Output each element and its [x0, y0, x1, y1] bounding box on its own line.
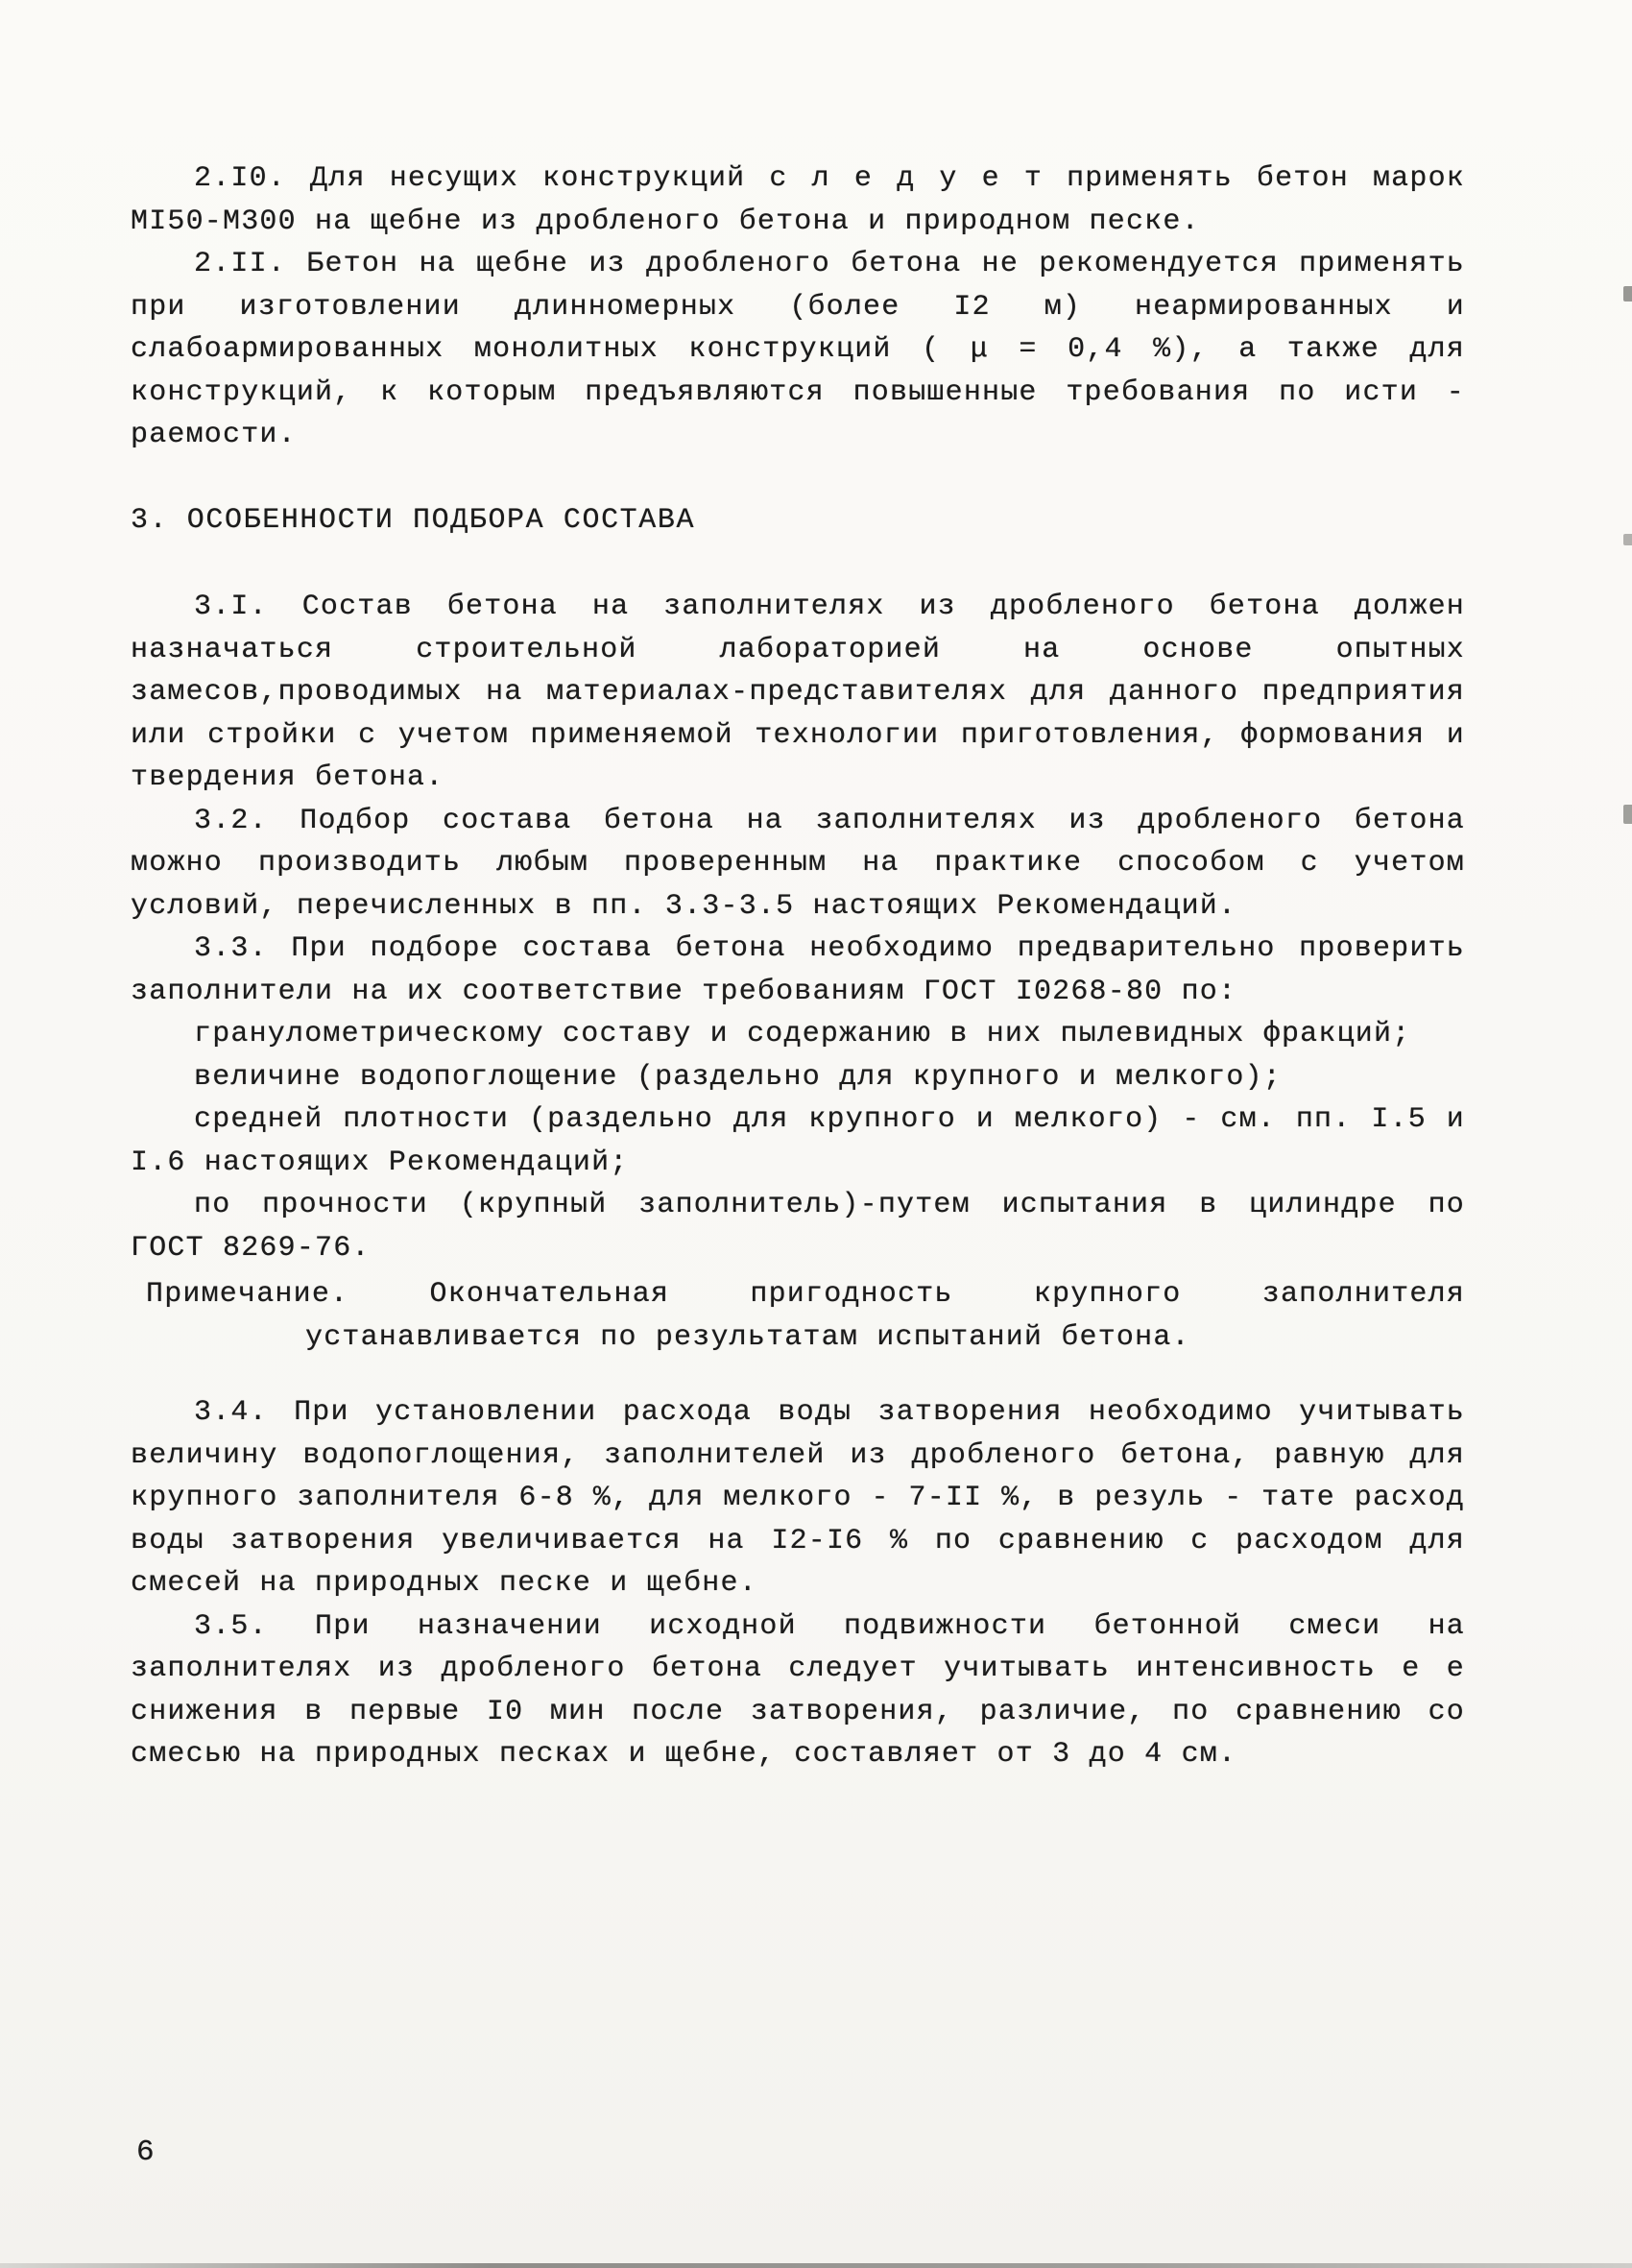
paragraph-2-11: 2.II. Бетон на щебне из дробленого бетона не рекомендуется применять при изготовлении длинномерных (более I2 м) неармированных и слабоармированных монолитных конструкций ( μ = 0,4 %), а также для конструкций, к которым предъявляются повышенные требования по исти - раемости. — [131, 248, 1465, 451]
paragraph-3-3-item-2: величине водопоглощение (раздельно для крупного и мелкого); — [194, 1060, 1282, 1094]
scan-artifact — [1623, 534, 1632, 545]
paragraph-3-5: 3.5. При назначении исходной подвижности бетонной смеси на заполнителях из дробленого бетона следует учитывать интенсивность е е снижения в первые I0 мин после затворения, различие, по сравнению со смесью на природных песках и щебне, составляет от 3 до 4 см. — [131, 1609, 1465, 1771]
section-heading-3: 3. ОСОБЕННОСТИ ПОДБОРА СОСТАВА — [131, 503, 696, 537]
paragraph-3-1: 3.I. Состав бетона на заполнителях из дробленого бетона должен назначаться строительной лабораторией на основе опытных замесов,проводимых на материалах-представителях для данного предприятия или стройки с учетом применяемой технологии приготовления, формования и твердения бетона. — [131, 591, 1465, 794]
paragraph-3-2: 3.2. Подбор состава бетона на заполнителях из дробленого бетона можно производить любым проверенным на практике способом с учетом условий, перечисленных в пп. 3.3-3.5 настоящих Рекомендаций. — [131, 804, 1465, 923]
scan-artifact — [1623, 805, 1632, 824]
page-number: 6 — [136, 2135, 155, 2169]
paragraph-2-10: 2.I0. Для несущих конструкций с л е д у е т применять бетон марок МI50-М300 на щебне из дробленого бетона и природном песке. — [131, 162, 1465, 238]
scan-edge-artifact — [0, 2263, 1632, 2268]
document-text-block — [131, 157, 1465, 1776]
scan-artifact — [1623, 286, 1632, 302]
note-block: Примечание. Окончательная пригодность крупного заполнителя устанавливается по результатам испытаний бетона. — [146, 1278, 1465, 1354]
paragraph-3-3-item-4: по прочности (крупный заполнитель)-путем испытания в цилиндре по ГОСТ 8269-76. — [131, 1189, 1465, 1265]
paragraph-3-3-item-3: средней плотности (раздельно для крупного и мелкого) - см. пп. I.5 и I.6 настоящих Рекомендаций; — [131, 1103, 1465, 1179]
paragraph-3-3-item-1: гранулометрическому составу и содержанию в них пылевидных фракций; — [194, 1018, 1411, 1050]
paragraph-3-3-intro: 3.3. При подборе состава бетона необходимо предварительно проверить заполнители на их соответствие требованиям ГОСТ I0268-80 по: — [131, 932, 1465, 1008]
paragraph-3-4: 3.4. При установлении расхода воды затворения необходимо учитывать величину водопоглощения, заполнителей из дробленого бетона, равную для крупного заполнителя 6-8 %, для мелкого - 7-II %, в резуль - тате расход воды затворения увеличивается на I2-I6 % по сравнению с расходом для смесей на природных песке и щебне. — [131, 1396, 1465, 1600]
